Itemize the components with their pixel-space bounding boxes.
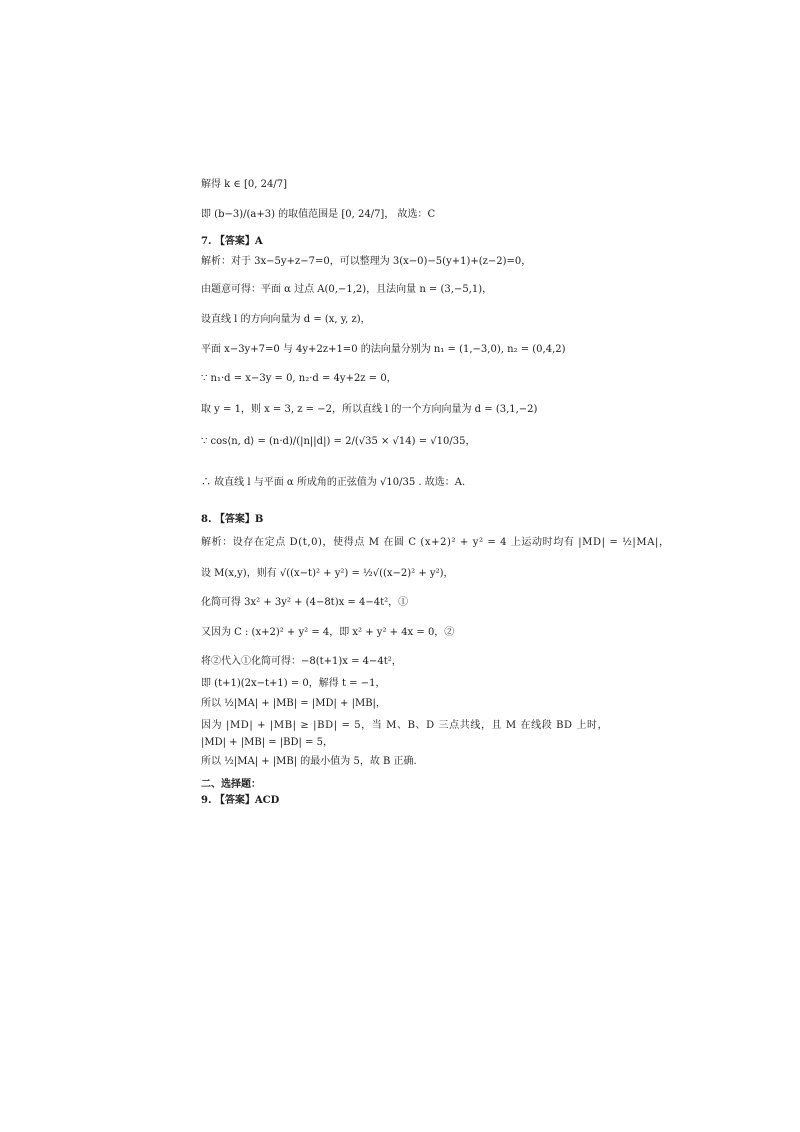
- text-line: 所以 ½|MA| + |MB| = |MD| + |MB|，: [201, 698, 386, 709]
- text-line: 设 M(x,y)，则有 √((x−t)² + y²) = ½√((x−2)² + y²)，: [201, 568, 454, 579]
- text-line: ∵ n₁·d = x−3y = 0, n₂·d = 4y+2z = 0，: [201, 373, 397, 384]
- text-line: 所以 ½|MA| + |MB| 的最小值为 5，故 B 正确.: [201, 756, 417, 767]
- text-line: 解析：设存在定点 D(t,0)，使得点 M 在圆 C (x+2)² + y² = 4 上运动时均有 |MD| = ½|MA|，: [201, 537, 670, 548]
- section-heading: 7. 【答案】A: [201, 236, 263, 247]
- section-heading: 二、选择题：: [201, 779, 261, 790]
- text-line: 解得 k ∈ [0, 24/7]: [201, 179, 287, 190]
- text-line: ∵ cos⟨n, d⟩ = (n·d)/(|n||d|) = 2/(√35 × √14) = √10/35，: [201, 436, 476, 447]
- text-line: 又因为 C : (x+2)² + y² = 4，即 x² + y² + 4x = 0，②: [201, 627, 455, 638]
- text-line: 将②代入①化简可得：−8(t+1)x = 4−4t²，: [201, 656, 402, 667]
- text-line: 因为 |MD| + |MB| ≥ |BD| = 5，当 M、B、D 三点共线，且 M 在线段 BD 上时，: [201, 720, 609, 731]
- text-line: 取 y = 1，则 x = 3, z = −2，所以直线 l 的一个方向向量为 d = (3,1,−2): [201, 404, 538, 415]
- text-line: |MD| + |MB| = |BD| = 5，: [201, 737, 333, 748]
- text-line: 平面 x−3y+7=0 与 4y+2z+1=0 的法向量分别为 n₁ = (1,−3,0), n₂ = (0,4,2): [201, 344, 566, 355]
- text-line: 设直线 l 的方向向量为 d = (x, y, z)，: [201, 314, 371, 325]
- text-line: 解析：对于 3x−5y+z−7=0，可以整理为 3(x−0)−5(y+1)+(z−2)=0，: [201, 256, 532, 267]
- text-line: 即 (t+1)(2x−t+1) = 0，解得 t = −1，: [201, 678, 386, 689]
- text-line: 化简可得 3x² + 3y² + (4−8t)x = 4−4t²，①: [201, 597, 409, 608]
- section-heading: 9. 【答案】ACD: [201, 795, 280, 806]
- text-line: 即 (b−3)/(a+3) 的取值范围是 [0, 24/7]， 故选：C: [201, 209, 436, 220]
- text-line: ∴ 故直线 l 与平面 α 所成角的正弦值为 √10/35 . 故选：A.: [201, 477, 466, 488]
- section-heading: 8. 【答案】B: [201, 514, 264, 525]
- text-line: 由题意可得：平面 α 过点 A(0,−1,2)，且法向量 n = (3,−5,1)，: [201, 284, 493, 295]
